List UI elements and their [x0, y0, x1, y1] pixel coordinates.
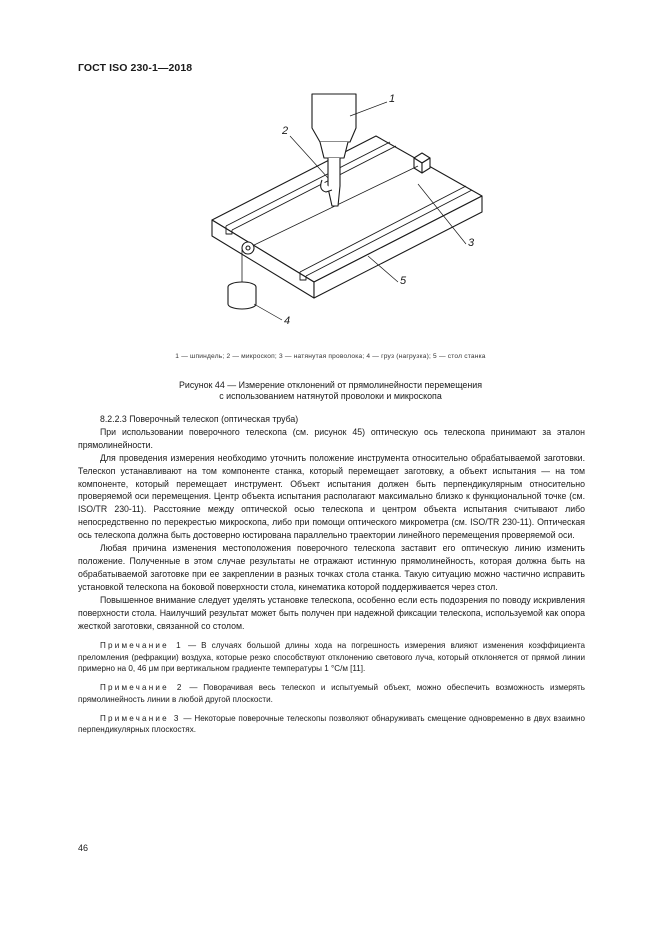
figure-legend: 1 — шпиндель; 2 — микроскоп; 3 — натянутая проволока; 4 — груз (нагрузка); 5 — стол станка	[175, 353, 486, 360]
pulley	[242, 242, 254, 254]
callout-2: 2	[282, 125, 289, 137]
note-3	[78, 713, 585, 736]
paragraph-3: Любая причина изменения местоположения поверочного телескопа заставит его оптическую линию изменить положение. Полученные в этом случае результаты не отражают истинную прямолинейность, которая должна быть на обрабатываемой заготовке при ее закреплении в разных точках стола станка. Такую ситуацию можно частично исправить установкой телескопа на боковой поверхности стола, кинематика которой поддерживается через стол.	[78, 543, 585, 592]
weight-body	[228, 287, 256, 309]
caption-line-1: Рисунок 44 — Измерение отклонений от прямолинейности перемещения	[178, 380, 483, 390]
callout-1: 1	[389, 93, 396, 105]
note-1-text: — В случаях большой длины хода на погрешность измерения влияют изменения коэффициента преломления (рефракции) воздуха, которые резко способствуют отклонению светового луча, который отклоняется от прямой линии примерно на 0, 46 μм при вертикальном градиенте температуры 1 °C/м [11].	[78, 640, 585, 674]
callout-4: 4	[284, 315, 291, 327]
paragraph-4: Повышенное внимание следует уделять установке телескопа, особенно если есть подозрения по поводу искривления поверхности стола. Наилучший результат может быть получен при надежной фиксации телескопа, используемой как опора жесткой заготовки, связанной со столом.	[78, 594, 585, 631]
note-2-text: — Поворачивая весь телескоп и испытуемый объект, можно обеспечить возможность измерять прямолинейность линии в любой другой плоскости.	[78, 683, 585, 704]
note-1	[78, 640, 585, 675]
note-2-label: Примечание 2	[100, 683, 184, 693]
note-1-label: Примечание 1	[100, 640, 183, 650]
note-3-label: Примечание 3	[100, 713, 181, 723]
document-header: ГОСТ ISO 230-1—2018	[78, 62, 193, 74]
figure-44-drawing	[190, 86, 510, 348]
spindle	[312, 94, 356, 142]
section-heading: 8.2.2.3 Поверочный телескоп (оптическая труба)	[100, 414, 299, 424]
body-text	[78, 413, 585, 736]
caption-line-2: с использованием натянутой проволоки и микроскопа	[219, 391, 442, 401]
callout-5: 5	[400, 275, 407, 287]
paragraph-2: Для проведения измерения необходимо уточнить положение инструмента относительно обрабатываемой заготовки. Телескоп устанавливают на том компоненте станка, который перемещает заготовку, а объект испытания — на том компоненте, который перемещает инструмент. Объект испытания должен быть перпендикулярным относительно проверяемой оси перемещения. Центр объекта испытания располагают максимально близко к функциональной точке (см. ISO/TR 230-11). Расстояние между оптической осью телескопа и центром объекта испытания считывают либо непосредственно по перекрестью микроскопа, либо при помощи оптического микрометра (см. ISO/TR 230-11). Оптическая ось телескопа должна быть достоверно юстирована параллельно траектории линейного перемещения проверяемой оси.	[78, 452, 585, 541]
page-number: 46	[78, 843, 89, 853]
callout-3: 3	[468, 237, 475, 249]
note-2	[78, 682, 585, 705]
figure-caption	[75, 380, 586, 402]
paragraph-1: При использовании поверочного телескопа (см. рисунок 45) оптическую ось телескопа принимают за эталон прямолинейности.	[78, 426, 585, 450]
note-3-text: — Некоторые поверочные телескопы позволяют обнаруживать смещение одновременно в двух взаимно перпендикулярных плоскостях.	[78, 713, 586, 735]
